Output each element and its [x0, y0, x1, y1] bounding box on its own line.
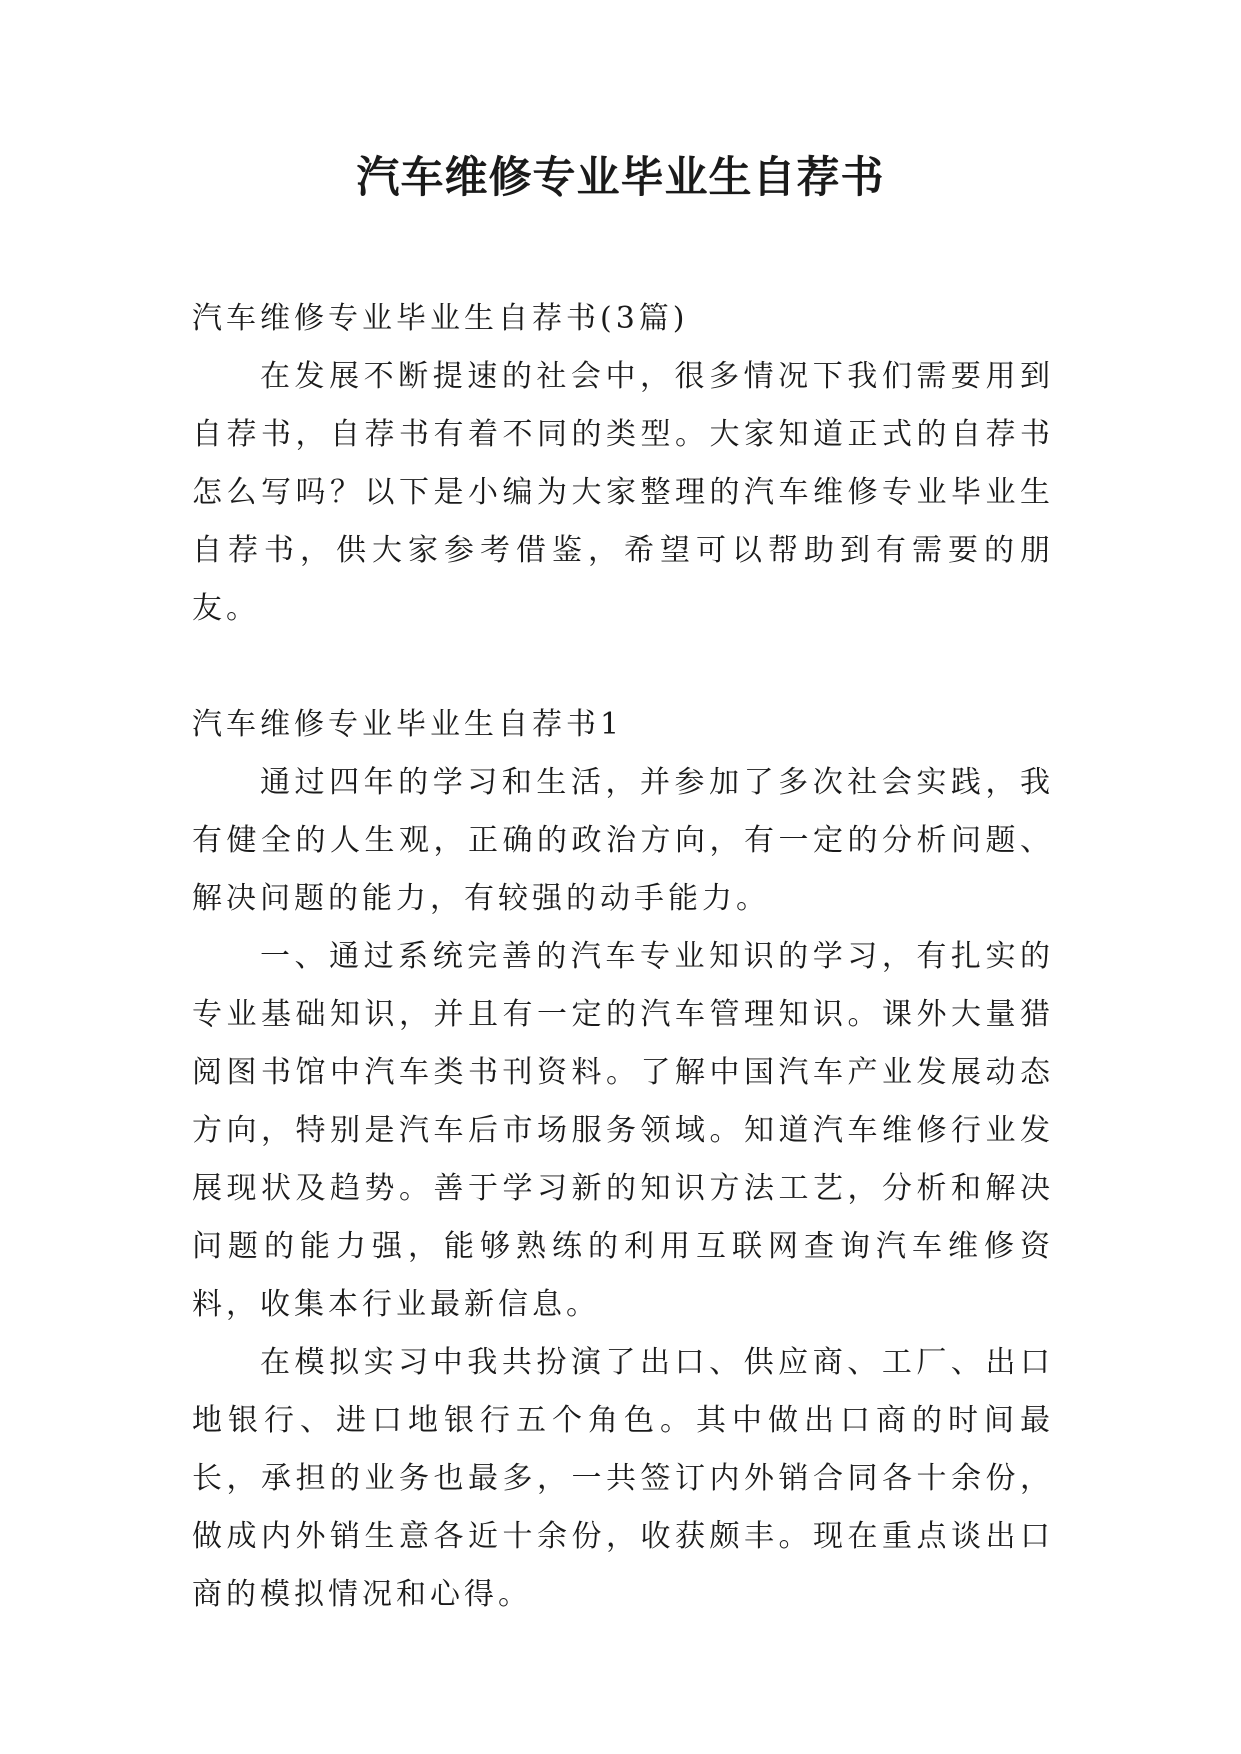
- intro-paragraph: 在发展不断提速的社会中，很多情况下我们需要用到自荐书，自荐书有着不同的类型。大家知道正式的自荐书怎么写吗？以下是小编为大家整理的汽车维修专业毕业生自荐书，供大家参考借鉴，希望可以帮助到有需要的朋友。: [192, 359, 1054, 626]
- section-heading: 汽车维修专业毕业生自荐书1: [192, 707, 624, 742]
- section-spacer: [192, 638, 1054, 696]
- document-body: [192, 290, 1054, 1624]
- body-paragraph: 在模拟实习中我共扮演了出口、供应商、工厂、出口地银行、进口地银行五个角色。其中做出口商的时间最长，承担的业务也最多，一共签订内外销合同各十余份，做成内外销生意各近十余份，收获颇丰。现在重点谈出口商的模拟情况和心得。: [192, 1345, 1054, 1612]
- body-paragraph: 一、通过系统完善的汽车专业知识的学习，有扎实的专业基础知识，并且有一定的汽车管理知识。课外大量猎阅图书馆中汽车类书刊资料。了解中国汽车产业发展动态方向，特别是汽车后市场服务领域。知道汽车维修行业发展现状及趋势。善于学习新的知识方法工艺，分析和解决问题的能力强，能够熟练的利用互联网查询汽车维修资料，收集本行业最新信息。: [192, 939, 1054, 1322]
- body-paragraph: 通过四年的学习和生活，并参加了多次社会实践，我有健全的人生观，正确的政治方向，有一定的分析问题、解决问题的能力，有较强的动手能力。: [192, 765, 1054, 916]
- document-subtitle: 汽车维修专业毕业生自荐书(3篇): [192, 301, 689, 336]
- document-title: 汽车维修专业毕业生自荐书: [356, 153, 885, 203]
